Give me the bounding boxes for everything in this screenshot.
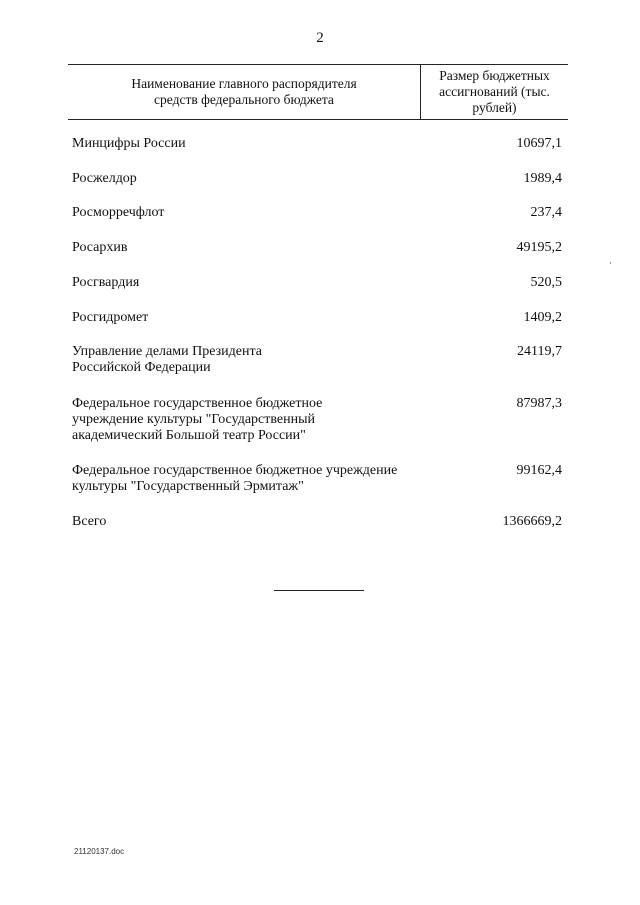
row-name: Росгвардия: [72, 275, 140, 290]
total-row: [72, 514, 572, 534]
row-name: Росгидромет: [72, 310, 149, 325]
row-amount: 49195,2: [516, 240, 562, 255]
table-row: [72, 344, 572, 396]
row-name: Минцифры России: [72, 136, 186, 151]
page-number: 2: [316, 30, 324, 46]
row-name: Федеральное государственное бюджетное учреждение культуры "Государственный Эрмитаж": [72, 463, 398, 494]
scan-mark: [610, 262, 611, 264]
row-name: Управление делами Президента Российской Федерации: [72, 344, 262, 375]
table-header: [68, 64, 568, 120]
row-name: Федеральное государственное бюджетное учреждение культуры "Государственный академический Большой театр России": [72, 396, 323, 443]
row-amount: 1409,2: [523, 310, 562, 325]
total-label: Всего: [72, 514, 107, 529]
table-row: [72, 240, 572, 275]
header-name-label: Наименование главного распорядителя средств федерального бюджета: [131, 76, 357, 107]
row-name: Росморречфлот: [72, 205, 165, 220]
total-amount: 1366669,2: [502, 514, 562, 529]
row-amount: 1989,4: [523, 171, 562, 186]
row-amount: 87987,3: [516, 396, 562, 411]
header-name-column: [68, 65, 421, 119]
row-name: Росархив: [72, 240, 128, 255]
row-amount: 237,4: [530, 205, 562, 220]
row-amount: 520,5: [530, 275, 562, 290]
table-row: [72, 463, 572, 514]
table-row: [72, 396, 572, 463]
table-row: [72, 310, 572, 344]
row-amount: 24119,7: [517, 344, 562, 359]
table-row: [72, 275, 572, 310]
row-amount: 99162,4: [516, 463, 562, 478]
header-amount-column: [421, 65, 568, 119]
end-divider: [274, 590, 364, 591]
table-row: [72, 205, 572, 240]
table-body: [72, 136, 572, 534]
table-row: [72, 136, 572, 171]
document-code: 21120137.doc: [74, 847, 125, 856]
row-name: Росжелдор: [72, 171, 137, 186]
header-amount-label: Размер бюджетных ассигнований (тыс. рублей): [439, 68, 550, 115]
table-row: [72, 171, 572, 205]
row-amount: 10697,1: [516, 136, 562, 151]
